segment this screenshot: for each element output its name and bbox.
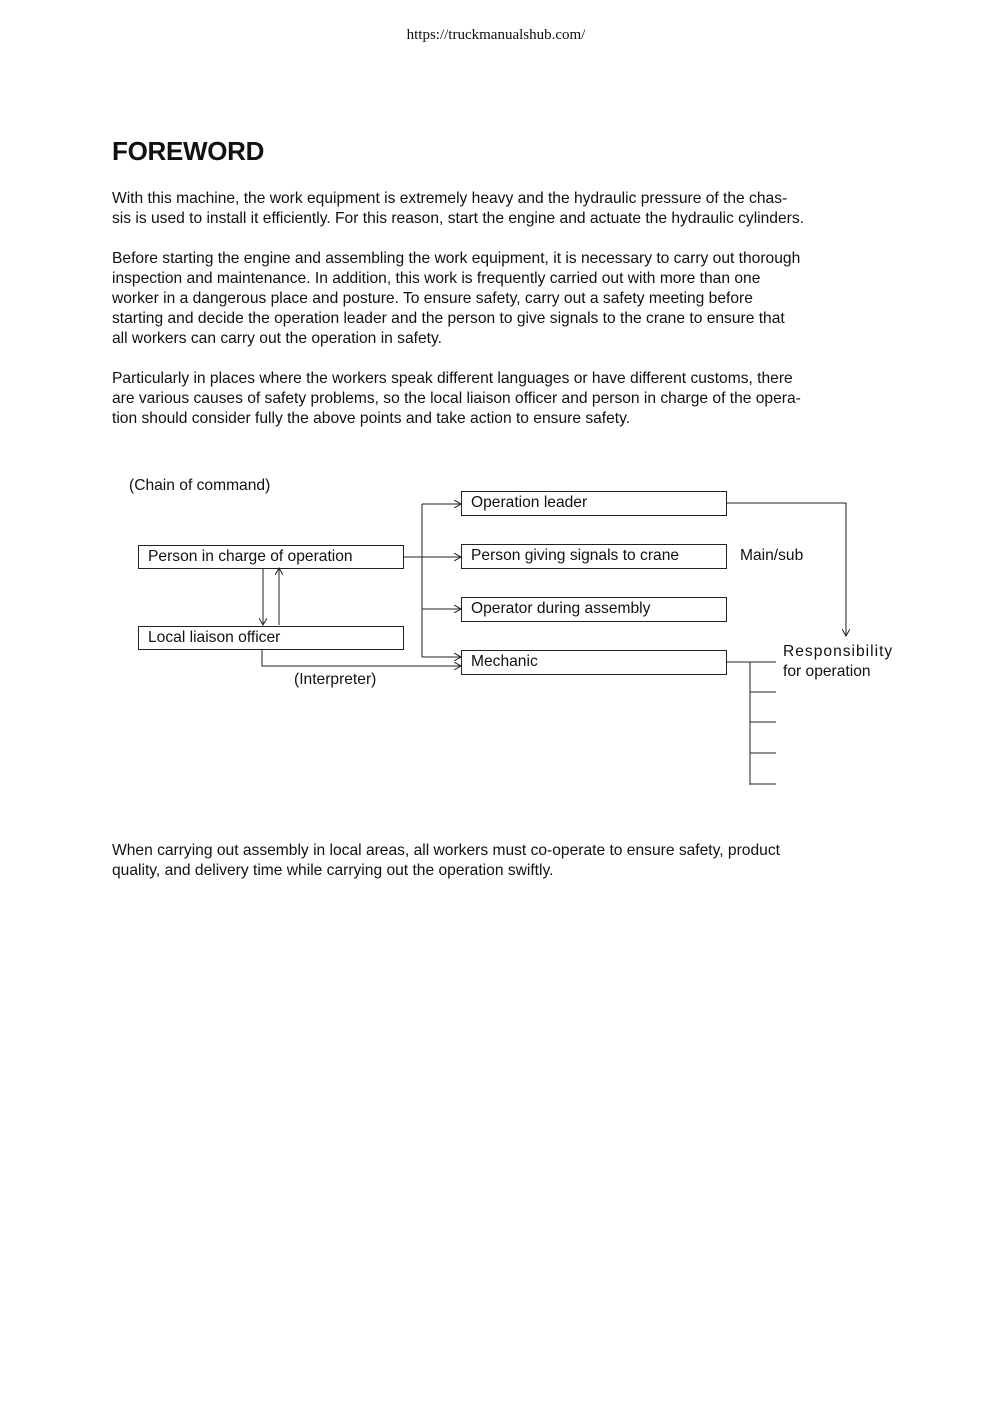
box-liaison-officer-label: Local liaison officer: [148, 629, 281, 646]
responsibility-label-line2: for operation: [783, 663, 871, 680]
box-signal-person: [461, 544, 727, 569]
diagram-caption: (Chain of command): [129, 477, 271, 494]
arrow-interpreter-to-mechanic: [262, 650, 461, 666]
intro-paragraph-1: With this machine, the work equipment is extremely heavy and the hydraulic pressure of the chas- sis is used to install it efficiently. For this reason, start the engine and actuate the hydraulic cylinders.: [112, 190, 804, 227]
box-operation-leader: [461, 491, 727, 516]
box-person-in-charge: [138, 545, 404, 569]
box-signal-person-label: Person giving signals to crane: [471, 547, 680, 564]
intro-paragraph-2: Before starting the engine and assembling the work equipment, it is necessary to carry out thorough inspection and maintenance. In addition, this work is frequently carried out with more than one worker in a dangerous place and posture. To ensure safety, carry out a safety meeting before starting and decide the operation leader and the person to give signals to the crane to ensure that all workers can carry out the operation in safety.: [112, 250, 801, 347]
box-person-in-charge-label: Person in charge of operation: [148, 548, 353, 565]
page-title: FOREWORD: [112, 136, 265, 166]
box-mechanic: [461, 650, 727, 675]
box-mechanic-label: Mechanic: [471, 653, 538, 670]
interpreter-label: (Interpreter): [294, 671, 377, 688]
intro-paragraph-3: Particularly in places where the workers speak different languages or have different customs, there are various causes of safety problems, so the local liaison officer and person in charge of the opera- tion should consider fully the above points and take action to ensure safety.: [112, 370, 801, 427]
box-operator: [461, 597, 727, 622]
box-operator-label: Operator during assembly: [471, 600, 651, 617]
box-liaison-officer: [138, 626, 404, 650]
closing-paragraph: When carrying out assembly in local areas, all workers must co-operate to ensure safety, product quality, and delivery time while carrying out the operation swiftly.: [112, 842, 780, 879]
source-url[interactable]: https://truckmanualshub.com/: [406, 27, 586, 43]
box-operation-leader-label: Operation leader: [471, 494, 588, 511]
responsibility-label-line1: Responsibility: [783, 643, 894, 660]
arrow-to-responsibility: [727, 503, 846, 636]
chain-of-command-diagram: [0, 460, 992, 820]
main-sub-label: Main/sub: [740, 547, 804, 564]
